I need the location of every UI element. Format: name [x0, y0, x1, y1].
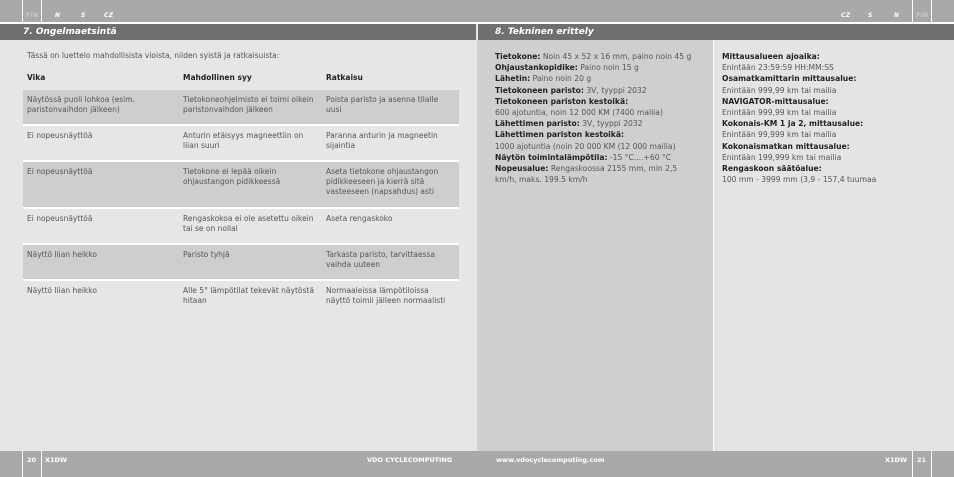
- col-header-cause: Mahdollinen syy: [183, 73, 252, 82]
- table-cell: Ei nopeusnäyttöä: [27, 131, 93, 140]
- table-cell: Normaaleissa lämpötiloissa näyttö toimii jälleen normaalisti: [326, 286, 446, 305]
- table-cell: Tietokone ei lepää oikein ohjaustangon pidikkeessä: [179, 162, 322, 207]
- table-cell: Ei nopeusnäyttöä: [23, 162, 179, 207]
- spec-line: Enintään 999,99 km tai mailia: [722, 108, 837, 118]
- spec-line: 1000 ajotuntia (noin 20 000 KM (12 000 mailia): [495, 141, 676, 151]
- header-divider: [912, 0, 913, 22]
- footer-divider: [931, 451, 932, 477]
- header-divider: [931, 0, 932, 22]
- spec-line: Osamatkamittarin mittausalue:: [722, 74, 857, 84]
- brand-name: VDO CYCLECOMPUTING: [367, 456, 453, 464]
- table-cell: Näytössä puoli lohkoa (esim. paristonvaihdon jälkeen): [23, 90, 179, 124]
- spec-line: Enintään 999,99 km tai mailia: [722, 85, 837, 95]
- table-cell: Tarkasta paristo, tarvittaessa vaihda uuteen: [322, 245, 459, 279]
- footer-divider: [912, 451, 913, 477]
- lang-tab-n-left[interactable]: N: [55, 12, 61, 19]
- troubleshooting-intro: Tässä on luettelo mahdollisista vioista, niiden syistä ja ratkaisuista:: [27, 51, 280, 60]
- table-cell: Aseta tietokone ohjaustangon pidikkeeseen ja kierrä sitä vasteeseen (napsahdus) asti: [322, 162, 459, 207]
- lang-tab-fin-right[interactable]: FIN: [916, 12, 929, 19]
- col-header-fault: Vika: [27, 73, 46, 82]
- table-row: [23, 281, 459, 321]
- lang-tab-cz-right[interactable]: CZ: [841, 12, 851, 19]
- spec-line: Enintään 199,999 km tai mailia: [722, 152, 842, 162]
- section-title-specifications: 8. Tekninen erittely: [478, 24, 954, 40]
- spec-line: Ohjaustankopidike: Paino noin 15 g: [495, 63, 639, 73]
- table-row: [23, 162, 459, 207]
- table-cell: Ei nopeusnäyttöä: [27, 214, 93, 223]
- table-row: [23, 90, 459, 124]
- table-row: [23, 209, 459, 243]
- page-number-left: 20: [27, 456, 37, 464]
- table-cell: Näyttö liian heikko: [27, 286, 97, 295]
- spec-line: Lähettimen pariston kestoikä:: [495, 130, 624, 140]
- spec-line: Enintään 99,999 km tai mailia: [722, 130, 837, 140]
- spec-column-divider: [713, 40, 714, 451]
- spec-line: Mittausalueen ajoaika:: [722, 52, 820, 61]
- table-row: [23, 245, 459, 279]
- spec-column-2: [722, 51, 948, 185]
- spec-column-1: [495, 51, 707, 185]
- top-language-bar: [0, 0, 954, 22]
- footer-bar: [0, 451, 954, 477]
- lang-tab-n-right[interactable]: N: [894, 12, 900, 19]
- spec-line: NAVIGATOR-mittausalue:: [722, 96, 829, 106]
- spec-line: Tietokone: Noin 45 x 52 x 16 mm, paino noin 45 g: [495, 52, 692, 61]
- footer-divider: [22, 451, 23, 477]
- spec-line: Lähetin: Paino noin 20 g: [495, 74, 592, 84]
- model-name-left: X1DW: [45, 456, 68, 464]
- lang-tab-fin-left[interactable]: FIN: [26, 12, 39, 19]
- table-cell: Alle 5° lämpötilat tekevät näytöstä hitaan: [183, 286, 314, 305]
- table-header-row: [23, 66, 459, 90]
- spec-line: Kokonaismatkan mittausalue:: [722, 141, 850, 151]
- table-cell: Tietokoneohjelmisto ei toimi oikein paristonvaihdon jälkeen: [179, 90, 322, 124]
- header-divider: [22, 0, 23, 22]
- spec-line: Kokonais-KM 1 ja 2, mittausalue:: [722, 119, 864, 129]
- table-cell: Anturin etäisyys magneettiin on liian suuri: [183, 131, 304, 150]
- col-header-solution: Ratkaisu: [326, 73, 363, 82]
- footer-divider: [41, 451, 42, 477]
- website-link[interactable]: www.vdocyclecomputing.com: [496, 456, 605, 464]
- table-cell: Paranna anturin ja magneetin sijaintia: [326, 131, 438, 150]
- spec-line: Nopeusalue: Rengaskoossa 2155 mm, min 2,5: [495, 164, 678, 174]
- table-cell: Paristo tyhjä: [179, 245, 322, 279]
- spec-line: km/h, maks. 199.5 km/h: [495, 175, 588, 185]
- table-cell: Rengaskokoa ei ole asetettu oikein tai se on nollal: [183, 214, 314, 233]
- section-title-troubleshooting: 7. Ongelmaetsintä: [0, 24, 476, 40]
- lang-tab-s-left[interactable]: S: [81, 12, 86, 19]
- spec-line: Näytön toimintalämpötila: -15 °C....+60 °C: [495, 152, 672, 162]
- spec-line: Lähettimen paristo: 3V, tyyppi 2032: [495, 119, 643, 129]
- spec-line: 100 mm - 3999 mm (3,9 - 157,4 tuumaa: [722, 175, 877, 185]
- lang-tab-cz-left[interactable]: CZ: [104, 12, 114, 19]
- spec-line: 600 ajotuntia, noin 12 000 KM (7400 mailia): [495, 108, 663, 118]
- table-cell: Näyttö liian heikko: [23, 245, 179, 279]
- header-divider: [41, 0, 42, 22]
- page-number-right: 21: [917, 456, 927, 464]
- table-cell: Poista paristo ja asenna tilalle uusi: [322, 90, 459, 124]
- model-name-right: X1DW: [885, 456, 908, 464]
- spec-line: Tietokoneen paristo: 3V, tyyppi 2032: [495, 85, 647, 95]
- spec-line: Rengaskoon säätöalue:: [722, 164, 822, 174]
- spec-line: Enintään 23:59:59 HH:MM:SS: [722, 63, 834, 73]
- lang-tab-s-right[interactable]: S: [868, 12, 873, 19]
- spec-line: Tietokoneen pariston kestoikä:: [495, 96, 629, 106]
- table-cell: Aseta rengaskoko: [326, 214, 393, 223]
- troubleshooting-table: [23, 66, 459, 321]
- table-row: [23, 126, 459, 160]
